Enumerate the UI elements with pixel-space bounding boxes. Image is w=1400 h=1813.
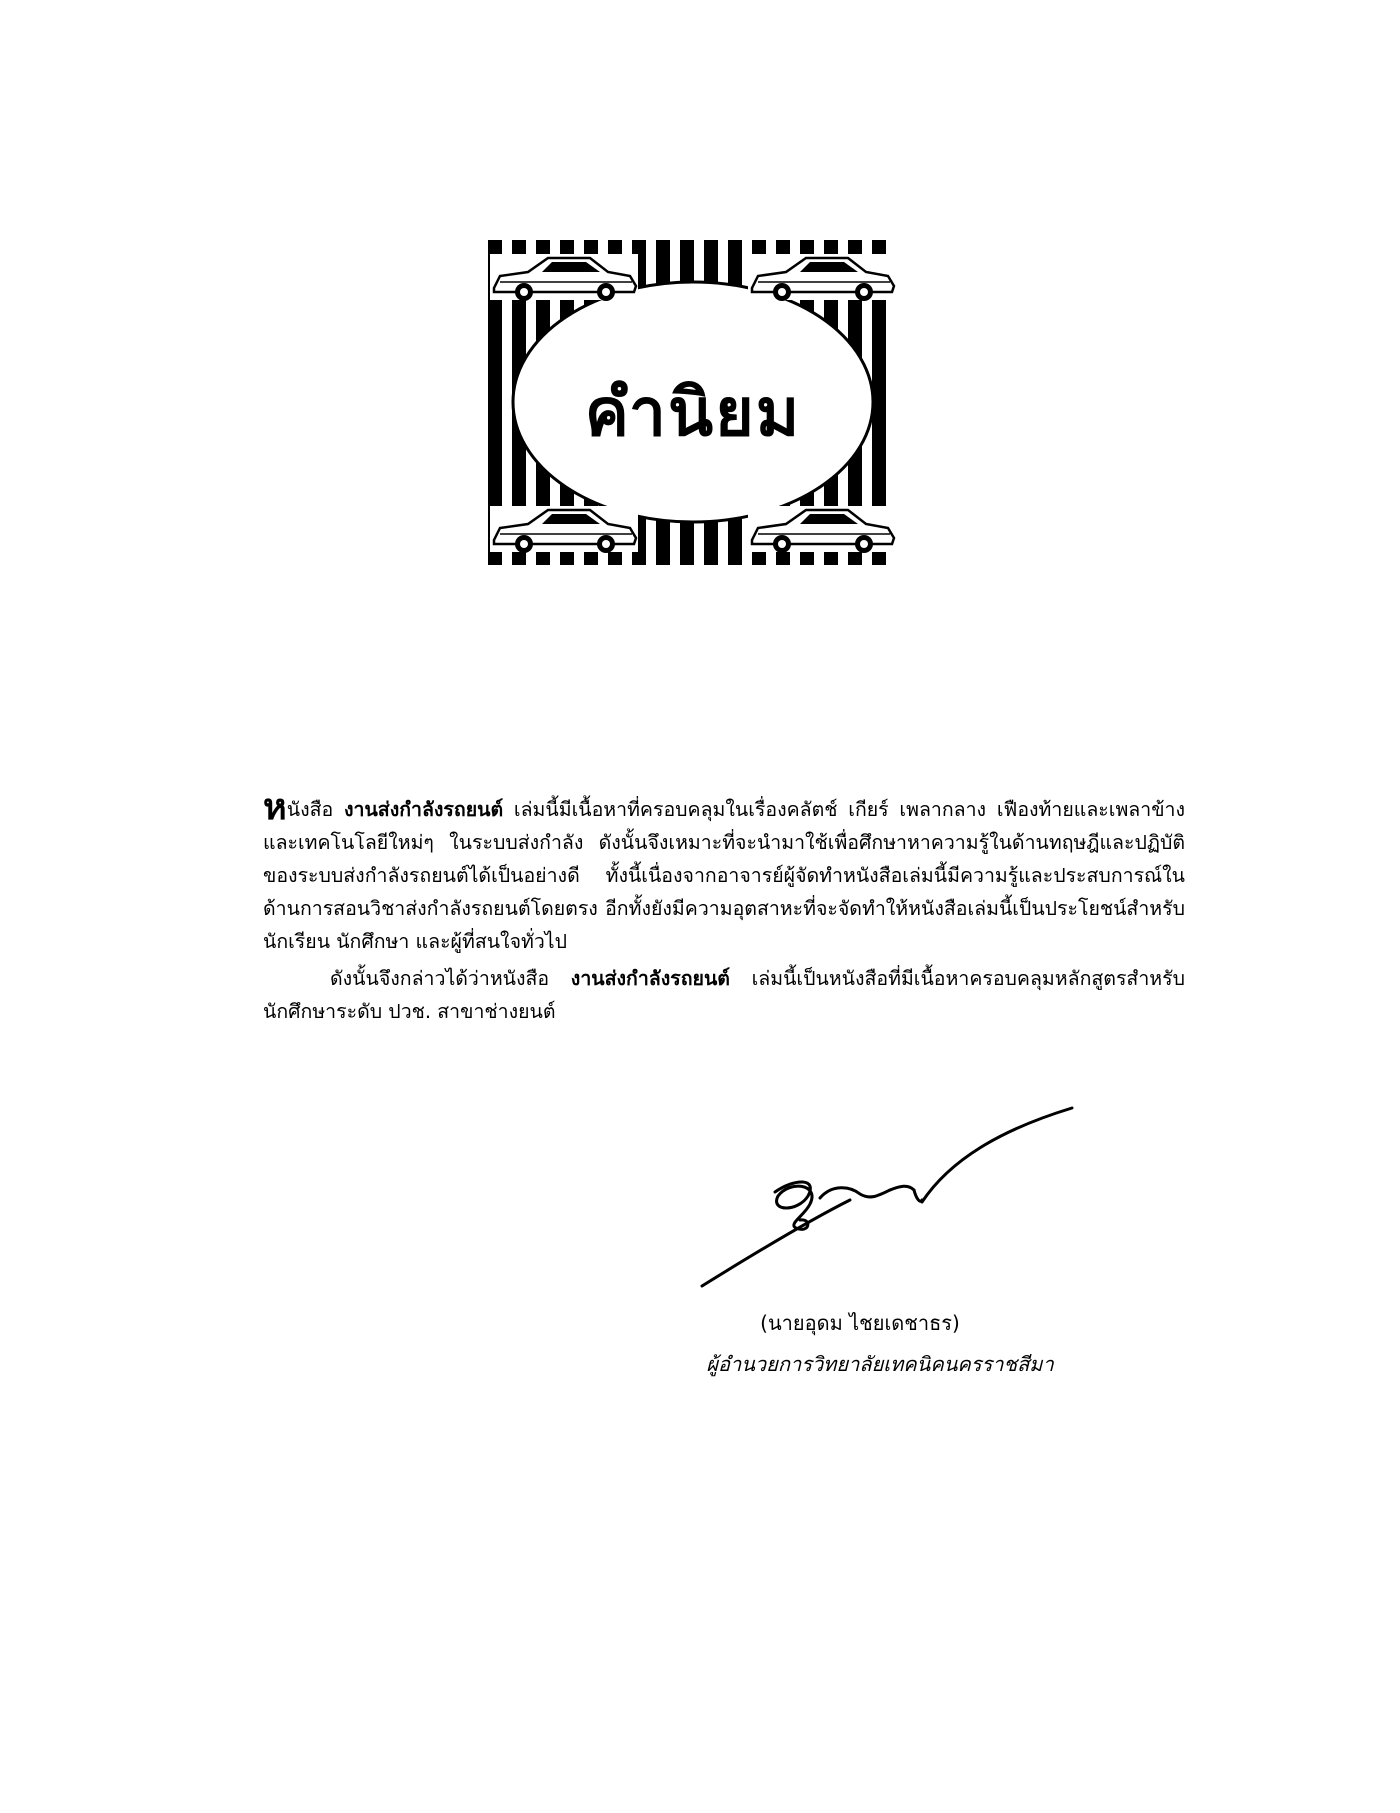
paragraph-1-text: เล่มนี้มีเนื้อหาที่ครอบคลุมในเรื่องคลัตช์ เกียร์ เพลากลาง เฟืองท้ายและเพลาข้าง และเทคโนโลยีใหม่ๆ ในระบบส่งกำลัง ดังนั้นจึงเหมาะที่จะนำมาใช้เพื่อศึกษาหาความรู้ในด้านทฤษฎีและปฏิบัติของระบบส่งกำลังรถยนต์ได้เป็นอย่างดี ทั้งนี้เนื่องจากอาจารย์ผู้จัดทำหนังสือเล่มนี้มีความรู้และประสบการณ์ในด้านการสอนวิชาส่งกำลังรถยนต์โดยตรง อีกทั้งยังมีความอุตสาหะที่จะจัดทำให้หนังสือเล่มนี้เป็นประโยชน์สำหรับนักเรียน นักศึกษา และผู้ที่สนใจทั่วไป	[263, 798, 1185, 953]
signature-image	[700, 1100, 1090, 1290]
book-title: งานส่งกำลังรถยนต์	[343, 798, 504, 821]
car-icon	[748, 506, 896, 553]
car-icon	[490, 254, 638, 301]
signer-title: ผู้อำนวยการวิทยาลัยเทคนิคนครราชสีมา	[706, 1352, 1054, 1376]
car-icon	[490, 506, 638, 553]
page-title: คำนิยม	[584, 374, 802, 451]
paragraph-2	[263, 962, 1185, 1028]
paragraph-1	[263, 787, 1185, 958]
paragraph-1-text: นังสือ	[286, 798, 344, 821]
foreword-body	[263, 787, 1185, 1028]
drop-cap: ห	[263, 787, 287, 828]
book-title: งานส่งกำลังรถยนต์	[570, 967, 730, 990]
header-frame	[488, 240, 898, 565]
paragraph-2-text: เล่มนี้เป็นหนังสือที่มีเนื้อหาครอบคลุมหลักสูตรสำหรับนักศึกษาระดับ ปวช. สาขาช่างยนต์	[263, 967, 1185, 1023]
car-icon	[748, 254, 896, 301]
signer-name: (นายอุดม ไชยเดชาธร)	[760, 1311, 960, 1335]
paragraph-2-text: ดังนั้นจึงกล่าวได้ว่าหนังสือ	[330, 967, 571, 990]
